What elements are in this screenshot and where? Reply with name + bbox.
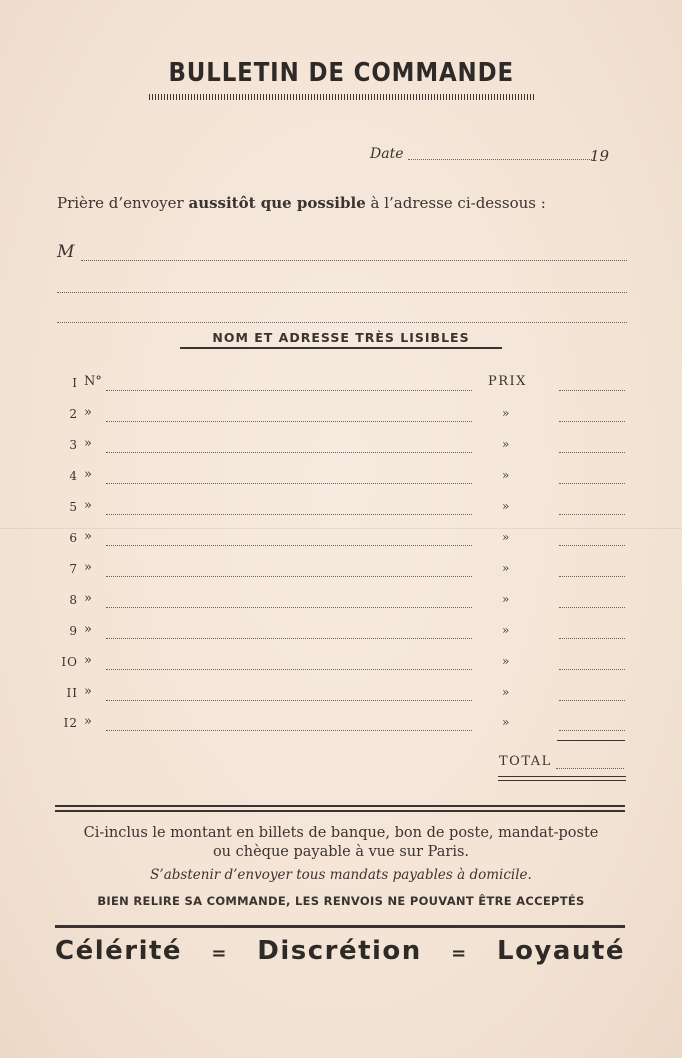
order-item-row [56, 622, 626, 644]
item-price-line[interactable] [559, 452, 625, 453]
price-label: PRIX [488, 374, 527, 389]
item-mark: » [84, 653, 92, 668]
item-description-line[interactable] [106, 390, 472, 391]
date-label: Date [370, 146, 404, 162]
ditto-mark: » [502, 715, 510, 729]
motto-rule [55, 925, 625, 928]
motto-separator-1: = [211, 943, 228, 964]
item-price-line[interactable] [559, 607, 625, 608]
payment-instructions [0, 824, 682, 862]
order-item-row [56, 374, 626, 396]
item-price-line[interactable] [559, 669, 625, 670]
item-price-line[interactable] [559, 638, 625, 639]
motto-word-loyaute: Loyauté [497, 936, 625, 966]
item-price-line[interactable] [559, 390, 625, 391]
instruction-emphasis: aussitôt que possible [188, 194, 366, 212]
reread-warning: BIEN RELIRE SA COMMANDE, LES RENVOIS NE POUVANT ÊTRE ACCEPTÉS [97, 894, 585, 908]
item-price-line[interactable] [559, 483, 625, 484]
motto-word-discretion: Discrétion [257, 936, 422, 966]
item-description-line[interactable] [106, 483, 472, 484]
ditto-mark: » [502, 592, 510, 606]
item-mark: » [84, 560, 92, 575]
order-item-row [56, 405, 626, 427]
item-description-line[interactable] [106, 452, 472, 453]
item-description-line[interactable] [106, 700, 472, 701]
item-mark: » [84, 467, 92, 482]
ditto-mark: » [502, 437, 510, 451]
name-address-heading: NOM ET ADRESSE TRÈS LISIBLES [180, 330, 502, 349]
section-double-rule [55, 805, 625, 812]
item-mark: » [84, 714, 92, 729]
item-description-line[interactable] [106, 669, 472, 670]
total-dotted-line[interactable] [556, 768, 624, 769]
item-mark: N° [84, 374, 102, 389]
form-title: BULLETIN DE COMMANDE [168, 58, 514, 88]
item-price-line[interactable] [559, 514, 625, 515]
item-number: 8 [69, 593, 78, 607]
item-price-line[interactable] [559, 576, 625, 577]
item-number: 7 [69, 562, 78, 576]
item-mark: » [84, 622, 92, 637]
total-double-rule [498, 776, 626, 781]
ditto-mark: » [502, 561, 510, 575]
addressee-label: M [57, 242, 75, 262]
ditto-mark: » [502, 468, 510, 482]
order-item-row [56, 560, 626, 582]
total-top-rule [557, 740, 625, 741]
motto [55, 936, 625, 966]
item-number: I2 [63, 716, 78, 730]
order-item-row [56, 714, 626, 736]
motto-word-celerite: Célérité [55, 936, 183, 966]
item-description-line[interactable] [106, 421, 472, 422]
order-item-row [56, 498, 626, 520]
order-item-row [56, 591, 626, 613]
abstain-note: S’abstenir d’envoyer tous mandats payables à domicile. [150, 867, 532, 883]
item-price-line[interactable] [559, 700, 625, 701]
item-mark: » [84, 498, 92, 513]
ditto-mark: » [502, 530, 510, 544]
item-description-line[interactable] [106, 576, 472, 577]
ditto-mark: » [502, 406, 510, 420]
instruction-before: Prière d’envoyer [57, 194, 189, 212]
item-number: 2 [69, 407, 78, 421]
item-description-line[interactable] [106, 514, 472, 515]
item-description-line[interactable] [106, 607, 472, 608]
item-number: 4 [69, 469, 78, 483]
item-number: I [72, 376, 78, 390]
item-mark: » [84, 405, 92, 420]
item-mark: » [84, 436, 92, 451]
item-description-line[interactable] [106, 638, 472, 639]
payment-line-2: ou chèque payable à vue sur Paris. [212, 844, 470, 860]
total-row [498, 754, 626, 784]
ditto-mark: » [502, 654, 510, 668]
order-item-row [56, 529, 626, 551]
date-year-prefix: 19 [590, 147, 610, 165]
item-price-line[interactable] [559, 421, 625, 422]
order-item-row [56, 653, 626, 675]
item-number: 9 [69, 624, 78, 638]
total-label: TOTAL [499, 754, 552, 769]
ditto-mark: » [502, 499, 510, 513]
payment-line-1: Ci-inclus le montant en billets de banque, bon de poste, mandat-poste [83, 825, 599, 841]
motto-separator-2: = [451, 943, 468, 964]
item-number: 5 [69, 500, 78, 514]
item-description-line[interactable] [106, 545, 472, 546]
item-price-line[interactable] [559, 545, 625, 546]
order-item-row [56, 467, 626, 489]
instruction-after: à l’adresse ci-dessous : [365, 194, 546, 212]
order-item-row [56, 436, 626, 458]
item-price-line[interactable] [559, 730, 625, 731]
item-number: 6 [69, 531, 78, 545]
ditto-mark: » [502, 685, 510, 699]
item-mark: » [84, 684, 92, 699]
ditto-mark: » [502, 623, 510, 637]
item-number: IO [61, 655, 78, 669]
item-number: 3 [69, 438, 78, 452]
item-number: II [66, 686, 78, 700]
item-mark: » [84, 529, 92, 544]
order-item-row [56, 684, 626, 706]
item-mark: » [84, 591, 92, 606]
item-description-line[interactable] [106, 730, 472, 731]
